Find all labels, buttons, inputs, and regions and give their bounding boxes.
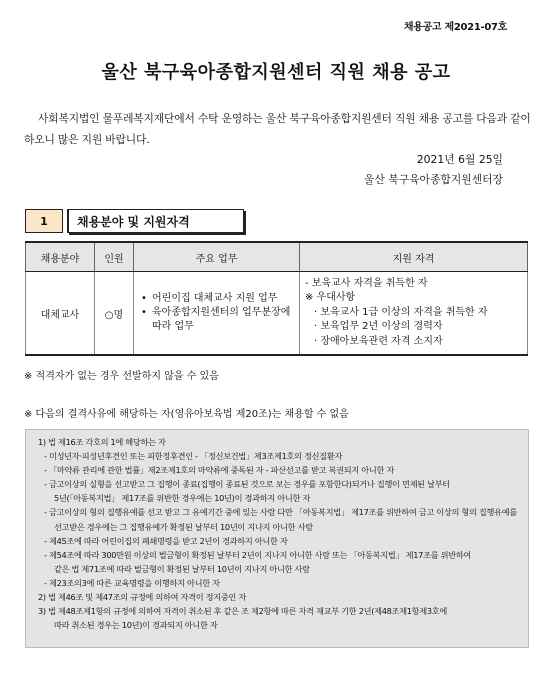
list-item: 1) 법 제16조 각호의 1에 해당하는 자 (38, 437, 166, 447)
list-item: 2) 법 제46조 및 제47조의 규정에 의하여 자격이 정지중인 자 (38, 592, 246, 603)
header-qualifications: 지원 자격 (300, 242, 528, 272)
list-item: - 제45조에 따라 어린이집의 폐쇄명령을 받고 2년이 경과하지 아니한 자 (44, 535, 288, 546)
qualification-item: ※ 우대사항 (305, 292, 356, 304)
list-item: - 금고이상의 형의 집행유예를 선고 받고 그 유예기간 중에 있는 사람 다만 「아동복지법」 제17조를 위반하여 금고 이상의 형의 집행유예를 (44, 507, 517, 518)
disqualification-box (25, 429, 529, 648)
list-item: - 「마약류 관리에 관한 법률」제2조제1호의 마약류에 중독된 자 - 파산선고를 받고 복권되지 아니한 자 (44, 465, 394, 476)
list-item: - 제23조의3에 따른 교육명령을 이행하지 아니한 자 (44, 577, 220, 588)
recruitment-table (25, 241, 528, 356)
list-item: 5년(「아동복지법」 제17조를 위반한 경우에는 10년)이 경과하지 아니한 자 (54, 493, 310, 504)
duty-item: • 육아종합지원센터의 업무분장에 따라 업무 (141, 306, 298, 334)
cell-field: 대체교사 (26, 272, 95, 356)
qualification-item: · 장애아보육관련 자격 소지자 (314, 335, 443, 347)
announcement-date: 2021년 6월 25일 (416, 153, 503, 166)
qualification-item: - 보육교사 자격을 취득한 자 (305, 277, 428, 289)
note-no-suitable: ※ 적격자가 없는 경우 선발하지 않을 수 있음 (24, 371, 219, 382)
document-number: 채용공고 제2021-07호 (403, 22, 507, 33)
section-header (25, 209, 244, 233)
list-item: 같은 법 제71조에 따라 벌금형이 확정된 날부터 10년이 지나지 아니한 사람 (54, 563, 310, 574)
issuer-name: 울산 북구육아종합지원센터장 (363, 173, 503, 186)
intro-paragraph: 사회복지법인 물푸레복지재단에서 수탁 운영하는 울산 북구육아종합지원센터 직원 채용 공고를 다음과 같이 하오니 많은 지원 바랍니다. (24, 112, 531, 146)
list-item: - 미성년자·피성년후견인 또는 피한정후견인 - 「정신보건법」제3조제1호의 정신질환자 (44, 451, 343, 462)
table-row (26, 272, 528, 356)
qualification-item: · 보육교사 1급 이상의 자격을 취득한 자 (314, 306, 488, 318)
duty-item: • 어린이집 대체교사 지원 업무 (141, 292, 298, 306)
list-item: 따라 취소된 경우는 10년)이 경과되지 아니한 자 (54, 620, 218, 631)
header-field: 채용분야 (26, 242, 95, 272)
cell-qualifications (300, 272, 528, 356)
section-number: 1 (25, 209, 63, 233)
section-title: 채용분야 및 지원자격 (67, 209, 244, 233)
list-item: - 금고이상의 실형을 선고받고 그 집행이 종료(집행이 종료된 것으로 보는 경우를 포함한다)되거나 집행이 면제된 날부터 (44, 479, 450, 490)
list-item: 3) 법 제48조제1항의 규정에 의하여 자격이 취소된 후 같은 조 제2항에 따른 자격 재교부 기한 2년(제48조제1항제3호에 (38, 606, 448, 617)
cell-count: ○명 (95, 272, 134, 356)
header-duties: 주요 업무 (134, 242, 300, 272)
list-item: 선고받은 경우에는 그 집행유예가 확정된 날부터 10년이 지나지 아니한 사람 (54, 521, 313, 532)
list-item: - 제54조에 따라 300만원 이상의 벌금형이 확정된 날부터 2년이 지나지 아니한 사람 또는 「아동복지법」 제17조를 위반하여 (44, 549, 472, 560)
qualification-item: · 보육업무 2년 이상의 경력자 (314, 321, 443, 333)
header-count: 인원 (95, 242, 134, 272)
note-disqualification: ※ 다음의 결격사유에 해당하는 자(영유아보육법 제20조)는 채용할 수 없음 (24, 409, 349, 420)
page-title: 울산 북구육아종합지원센터 직원 채용 공고 (101, 62, 451, 83)
cell-duties (134, 272, 300, 356)
